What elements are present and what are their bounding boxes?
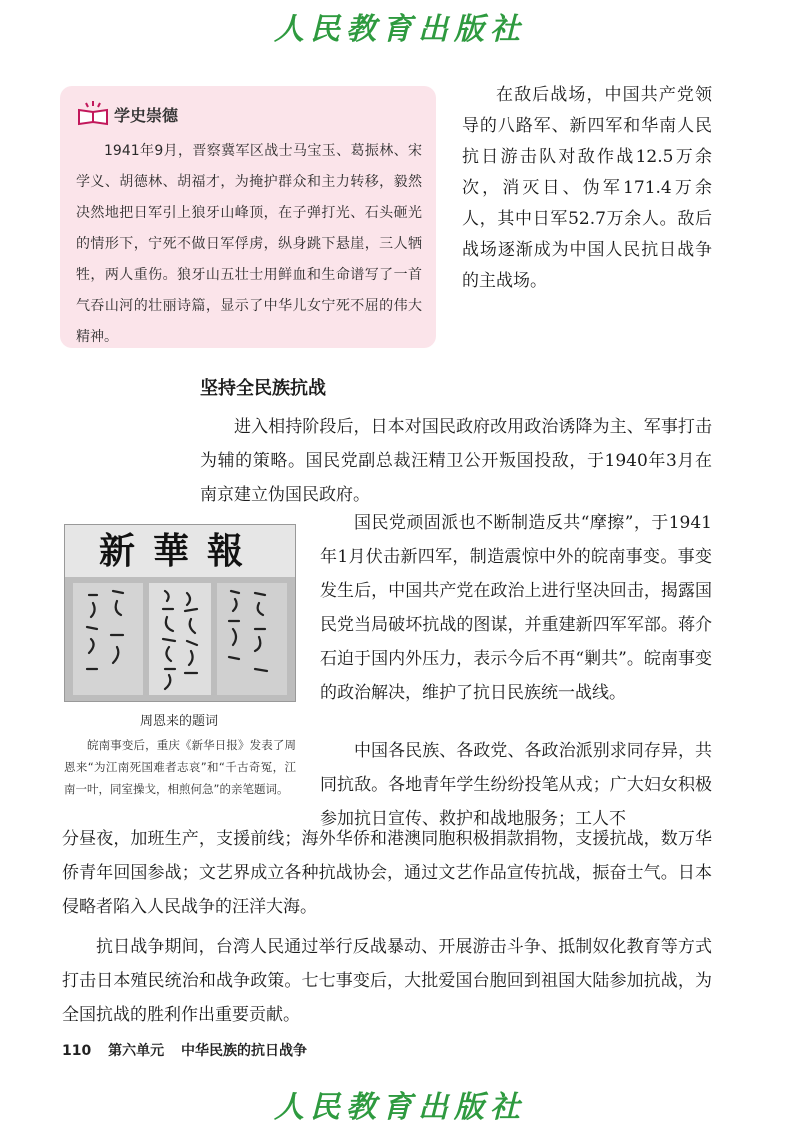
sidebar-header <box>76 100 422 128</box>
page-number: 110 <box>62 1043 92 1059</box>
unit-label: 第六单元 <box>108 1043 165 1059</box>
publisher-logo-top: 人民教育出版社 <box>274 12 526 47</box>
right-column-paragraph: 在敌后战场，中国共产党领导的八路军、新四军和华南人民抗日游击队对敌作战12.5万余次，消灭日、伪军171.4万余人，其中日军52.7万余人。敌后战场逐渐成为中国人民抗日战争的主战场。 <box>462 85 712 291</box>
sidebar-text: 1941年9月，晋察冀军区战士马宝玉、葛振林、宋学义、胡德林、胡福才，为掩护群众和主力转移，毅然决然地把日军引上狼牙山峰顶，在子弹打光、石头砸光的情形下，宁死不做日军俘虏，纵身跳下悬崖，三人牺牲，两人重伤。狼牙山五壮士用鲜血和生命谱写了一首气吞山河的壮丽诗篇，显示了中华儿女宁死不屈的伟大精神。 <box>76 143 422 345</box>
calligraphy-image <box>65 577 295 701</box>
open-book-icon <box>76 101 110 127</box>
newspaper-photo <box>64 524 296 702</box>
publisher-logo-bottom: 人民教育出版社 <box>274 1090 526 1125</box>
section-title: 坚持全民族抗战 <box>200 378 326 399</box>
figure-caption-title: 周恩来的题词 <box>139 714 218 729</box>
paragraph-4: 抗日战争期间，台湾人民通过举行反战暴动、开展游击斗争、抵制奴化教育等方式打击日本殖民统治和战争政策。七七事变后，大批爱国台胞回到祖国大陆参加抗战，为全国抗战的胜利作出重要贡献。 <box>62 937 712 1025</box>
paragraph-3-continued: 分昼夜，加班生产，支援前线；海外华侨和港澳同胞积极捐款捐物，支援抗战，数万华侨青年回国参战；文艺界成立各种抗战协会，通过文艺作品宣传抗战，振奋士气。日本侵略者陷入人民战争的汪洋大海。 <box>62 829 712 917</box>
sidebar-box <box>60 86 436 348</box>
newspaper-masthead: 新華報 <box>65 525 295 577</box>
paragraph-2: 国民党顽固派也不断制造反共“摩擦”，于1941年1月伏击新四军，制造震惊中外的皖南事变。事变发生后，中国共产党在政治上进行坚决回击，揭露国民党当局破坏抗战的图谋，并重建新四军军部。蒋介石迫于国内外压力，表示今后不再“剿共”。皖南事变的政治解决，维护了抗日民族统一战线。 <box>320 513 712 703</box>
paragraph-1: 进入相持阶段后，日本对国民政府改用政治诱降为主、军事打击为辅的策略。国民党副总裁汪精卫公开叛国投敌，于1940年3月在南京建立伪国民政府。 <box>200 417 712 505</box>
unit-title: 中华民族的抗日战争 <box>180 1043 307 1059</box>
page-footer <box>62 1040 319 1060</box>
paragraph-3: 中国各民族、各政党、各政治派别求同存异，共同抗敌。各地青年学生纷纷投笔从戎；广大妇女积极参加抗日宣传、救护和战地服务；工人不 <box>320 741 712 829</box>
figure-caption-text: 皖南事变后，重庆《新华日报》发表了周恩来“为江南死国难者志哀”和“千古奇冤，江南一叶，同室操戈，相煎何急”的亲笔题词。 <box>64 738 296 796</box>
sidebar-title: 学史崇德 <box>114 105 179 125</box>
